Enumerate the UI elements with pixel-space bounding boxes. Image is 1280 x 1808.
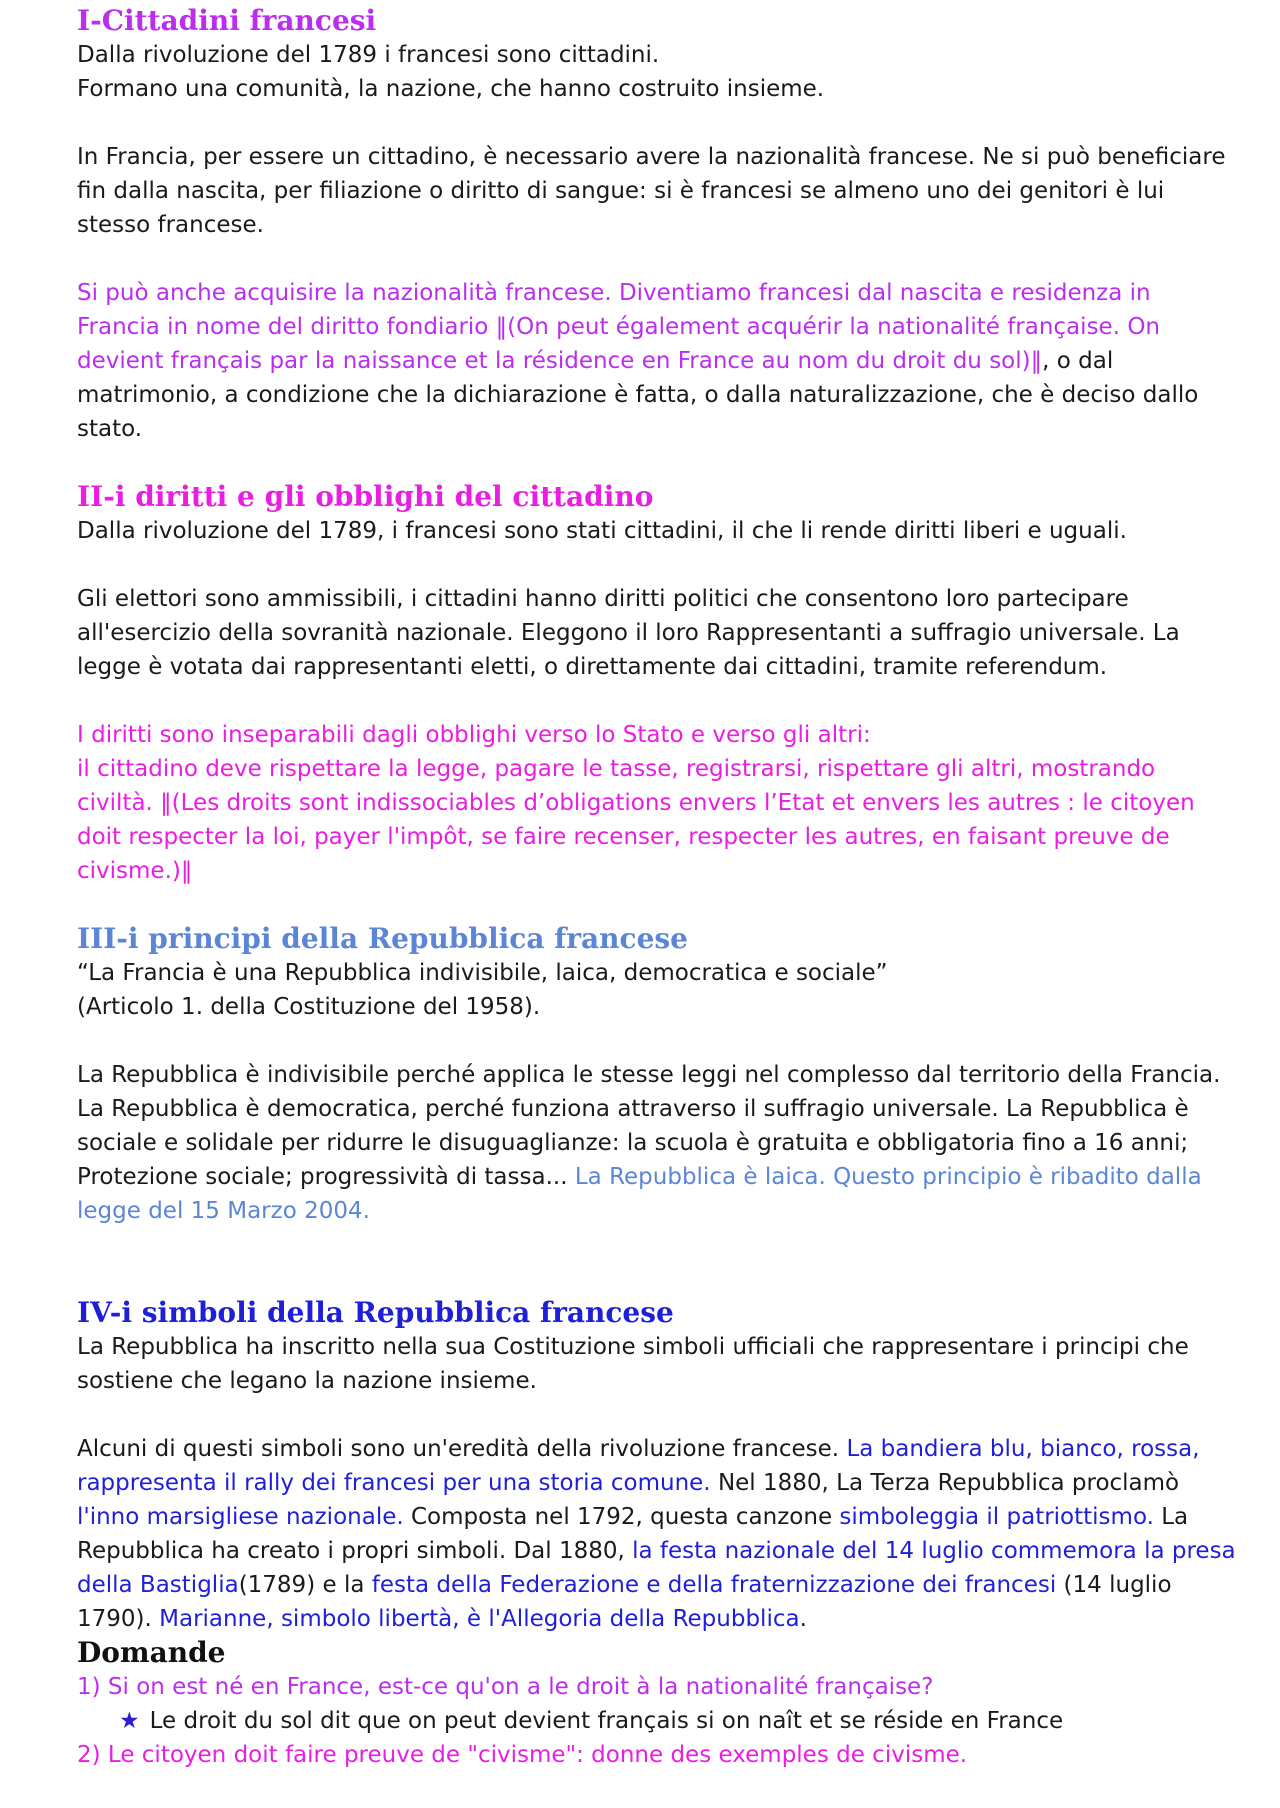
star-icon: ★ [119,1708,140,1734]
s4-blue-6: Marianne, simbolo libertà, è l'Allegoria della Repubblica [159,1606,800,1632]
s2-paragraph-1: Dalla rivoluzione del 1789, i francesi sono stati cittadini, il che li rende diritti liberi e uguali. [77,518,1127,544]
s4-blue-2: l'inno marsigliese nazionale. [77,1504,404,1530]
s1-p3-colored: Si può anche acquisire la nazionalità francese. Diventiamo francesi dal nascita e residenza in Francia in nome del diritto fondiario ‖(On peut également acquérir la nationalité française. On devient français par la naissance et la résidence en France au nom du droit du sol)‖ [77,280,1160,374]
s3-source: (Articolo 1. della Costituzione del 1958). [77,994,541,1020]
s1-paragraph-2: In Francia, per essere un cittadino, è necessario avere la nazionalità francese. Ne si può beneficiare fin dalla nascita, per filiazione o diritto di sangue: si è francesi se almeno uno dei genitori è lui stesso francese. [77,144,1226,238]
s3-p2-line-1: La Repubblica è indivisibile perché applica le stesse leggi nel complesso dal territorio della Francia. La Repubblica è democratica, perché funziona attraverso il suffragio universale. [77,1062,1221,1122]
s4-text-4: La Repubblica ha creato i propri simboli. Dal 1880, [77,1504,1189,1564]
s4-blue-4: la festa nazionale del 14 luglio commemora la presa della Bastiglia [77,1538,1236,1598]
document-page [77,4,1237,1772]
s2-p3-line-1: I diritti sono inseparabili dagli obblighi verso lo Stato e verso gli altri: [77,722,871,748]
s4-paragraph-2 [77,1432,1237,1636]
section-1-title: I-Cittadini francesi [77,4,377,37]
s3-p2-colored: La Repubblica è laica. Questo principio è ribadito dalla legge del 15 Marzo 2004. [77,1164,1202,1224]
s4-blue-3: simboleggia il patriottismo. [839,1504,1154,1530]
section-3-title: III-i principi della Repubblica francese [77,922,688,955]
s1-paragraph-3 [77,276,1237,446]
answer-1 [77,1704,1237,1738]
s4-text-6: (14 luglio 1790). [77,1572,1172,1632]
answer-1-text: Le droit du sol dit que on peut devient français si on naît et se réside en France [149,1708,1064,1734]
question-2: 2) Le citoyen doit faire preuve de "civisme": donne des exemples de civisme. [77,1742,968,1768]
s1-line-2: Formano una comunità, la nazione, che hanno costruito insieme. [77,76,825,102]
s4-text-3: Composta nel 1792, questa canzone [410,1504,833,1530]
section-4-title: IV-i simboli della Repubblica francese [77,1296,674,1329]
s2-p3-rest: il cittadino deve rispettare la legge, pagare le tasse, registrarsi, rispettare gli altri, mostrando civiltà. ‖(Les droits sont indissociables d’obligations envers l’Etat et envers les autres : le citoyen doit respecter la loi, payer l'impôt, se faire recenser, respecter les autres, en faisant preuve de civisme.)‖ [77,756,1195,884]
s1-line-1: Dalla rivoluzione del 1789 i francesi sono cittadini. [77,42,660,68]
s4-text-2: Nel 1880, La Terza Repubblica proclamò [717,1470,1180,1496]
s4-blue-1: La bandiera blu, bianco, rossa, rappresenta il rally dei francesi per una storia comune. [77,1436,1200,1496]
s3-quote: “La Francia è una Repubblica indivisibile, laica, democratica e sociale” [77,960,888,986]
s4-text-7: . [799,1606,807,1632]
s4-paragraph-1: La Repubblica ha inscritto nella sua Costituzione simboli ufficiali che rappresentare i principi che sostiene che legano la nazione insieme. [77,1334,1189,1394]
domande-title: Domande [77,1636,226,1669]
s3-paragraph-2 [77,1058,1237,1228]
s2-paragraph-2: Gli elettori sono ammissibili, i cittadini hanno diritti politici che consentono loro partecipare all'esercizio della sovranità nazionale. Eleggono il loro Rappresentanti a suffragio universale. La legge è votata dai rappresentanti eletti, o direttamente dai cittadini, tramite referendum. [77,586,1180,680]
s1-p3-tail: , o dal matrimonio, a condizione che la dichiarazione è fatta, o dalla naturalizzazione, che è deciso dallo stato. [77,348,1199,442]
s3-p2-line-2: La Repubblica è sociale e solidale per ridurre le disuguaglianze: la scuola è gratuita e obbligatoria fino a 16 anni; Protezione sociale; progressività di tassa... [77,1096,1189,1190]
section-2-title: II-i diritti e gli obblighi del cittadino [77,480,654,513]
s4-text-1: Alcuni di questi simboli sono un'eredità della rivoluzione francese. [77,1436,840,1462]
question-1: 1) Si on est né en France, est-ce qu'on a le droit à la nationalité française? [77,1674,934,1700]
s4-text-5: (1789) e la [238,1572,365,1598]
s4-blue-5: festa della Federazione e della fraternizzazione dei francesi [371,1572,1057,1598]
